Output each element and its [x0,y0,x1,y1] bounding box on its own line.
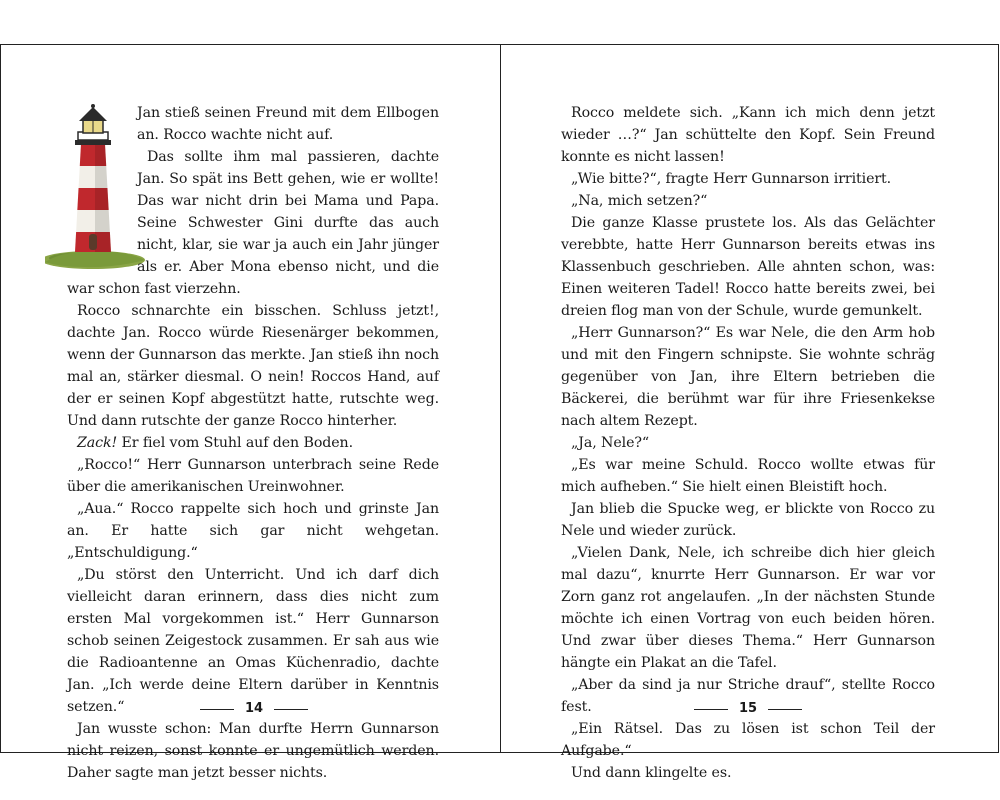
paragraph: Rocco meldete sich. „Kann ich mich denn jetzt wieder …?“ Jan schüttelte den Kopf. Sein Freund konnte es nicht lassen! [561,105,935,165]
book-spread [0,44,999,781]
page-number-left [1,699,500,723]
page-number: 14 [244,701,264,716]
page-number-rule [274,709,308,710]
paragraph: „Aber da sind ja nur Striche drauf“, stellte Rocco fest. [561,677,935,715]
paragraph: „Herr Gunnarson?“ Es war Nele, die den Arm hob und mit den Fingern schnipste. Sie wohnte schräg gegenüber von Jan, ihre Eltern betrieben die Bäckerei, die berühmt war für ihre Friesenkekse nach altem Rezept. [561,325,935,429]
paragraph: Rocco schnarchte ein bisschen. Schluss jetzt!, dachte Jan. Rocco würde Riesenärger bekommen, wenn der Gunnarson das merkte. Jan stieß ihn noch mal an, stärker diesmal. O nein! Roccos Hand, auf der er seinen Kopf abgestützt hatte, rutschte weg. Und dann rutschte der ganze Rocco hinterher. [67,303,439,429]
paragraph-rest: Er fiel vom Stuhl auf den Boden. [117,435,353,451]
page-number-right [501,699,999,723]
paragraph: „Aua.“ Rocco rappelte sich hoch und grinste Jan an. Er hatte sich gar nicht wehgetan. „Entschuldigung.“ [67,501,439,561]
page-number: 15 [738,701,758,716]
paragraph: Und dann klingelte es. [571,765,732,781]
paragraph: Die ganze Klasse prustete los. Als das Gelächter verebbte, hatte Herr Gunnarson bereits etwas ins Klassenbuch geschrieben. Alle ahnten schon, was: Einen weiteren Tadel! Rocco hatte bereits zwei, bei dreien flog man von der Schule, wurde gemunkelt. [561,215,935,319]
left-page [1,45,501,781]
paragraph: „Ja, Nele?“ [571,435,650,451]
right-page-text [561,102,935,784]
page-number-rule [200,709,234,710]
page-number-rule [694,709,728,710]
left-page-text [67,102,439,784]
paragraph: „Du störst den Unterricht. Und ich darf dich vielleicht daran erinnern, dass dies nicht zum ersten Mal vorgekommen ist.“ Herr Gunnarson schob seinen Zeigestock zusammen. Er sah aus wie die Radioantenne an Omas Küchenradio, dachte Jan. „Ich werde deine Eltern darüber in Kenntnis setzen.“ [67,567,439,715]
paragraph: „Rocco!“ Herr Gunnarson unterbrach seine Rede über die amerikanischen Ureinwohner. [67,457,439,495]
right-page [501,45,999,781]
paragraph: Jan blieb die Spucke weg, er blickte von Rocco zu Nele und wieder zurück. [561,501,935,539]
page-number-rule [768,709,802,710]
paragraph: Jan wusste schon: Man durfte Herrn Gunnarson nicht reizen, sonst konnte er ungemütlich werden. Daher sagte man jetzt besser nichts. [67,721,439,781]
paragraph: „Ein Rätsel. Das zu lösen ist schon Teil der Aufgabe.“ [561,721,935,759]
lighthouse-icon [45,102,149,278]
paragraph: „Na, mich setzen?“ [571,193,708,209]
italic-exclamation: Zack! [77,435,118,451]
paragraph: „Vielen Dank, Nele, ich schreibe dich hier gleich mal dazu“, knurrte Herr Gunnarson. Er war vor Zorn ganz rot angelaufen. „In der nächsten Stunde möchte ich einen Vortrag von euch beiden hören. Und zwar über dieses Thema.“ Herr Gunnarson hängte ein Plakat an die Tafel. [561,545,935,671]
lighthouse-illustration [45,102,131,278]
paragraph: „Es war meine Schuld. Rocco wollte etwas für mich aufheben.“ Sie hielt einen Bleistift hoch. [561,457,935,495]
paragraph: Jan stieß seinen Freund mit dem Ellbogen an. Rocco wachte nicht auf. [137,105,439,143]
paragraph: Das sollte ihm mal passieren, dachte Jan. So spät ins Bett gehen, wie er wollte! Das war nicht drin bei Mama und Papa. Seine Schwester Gini durfte das auch nicht, klar, sie war ja auch ein Jahr jünger als er. Aber Mona ebenso nicht, und die war schon fast vierzehn. [67,149,439,297]
paragraph [67,432,439,454]
paragraph: „Wie bitte?“, fragte Herr Gunnarson irritiert. [571,171,892,187]
